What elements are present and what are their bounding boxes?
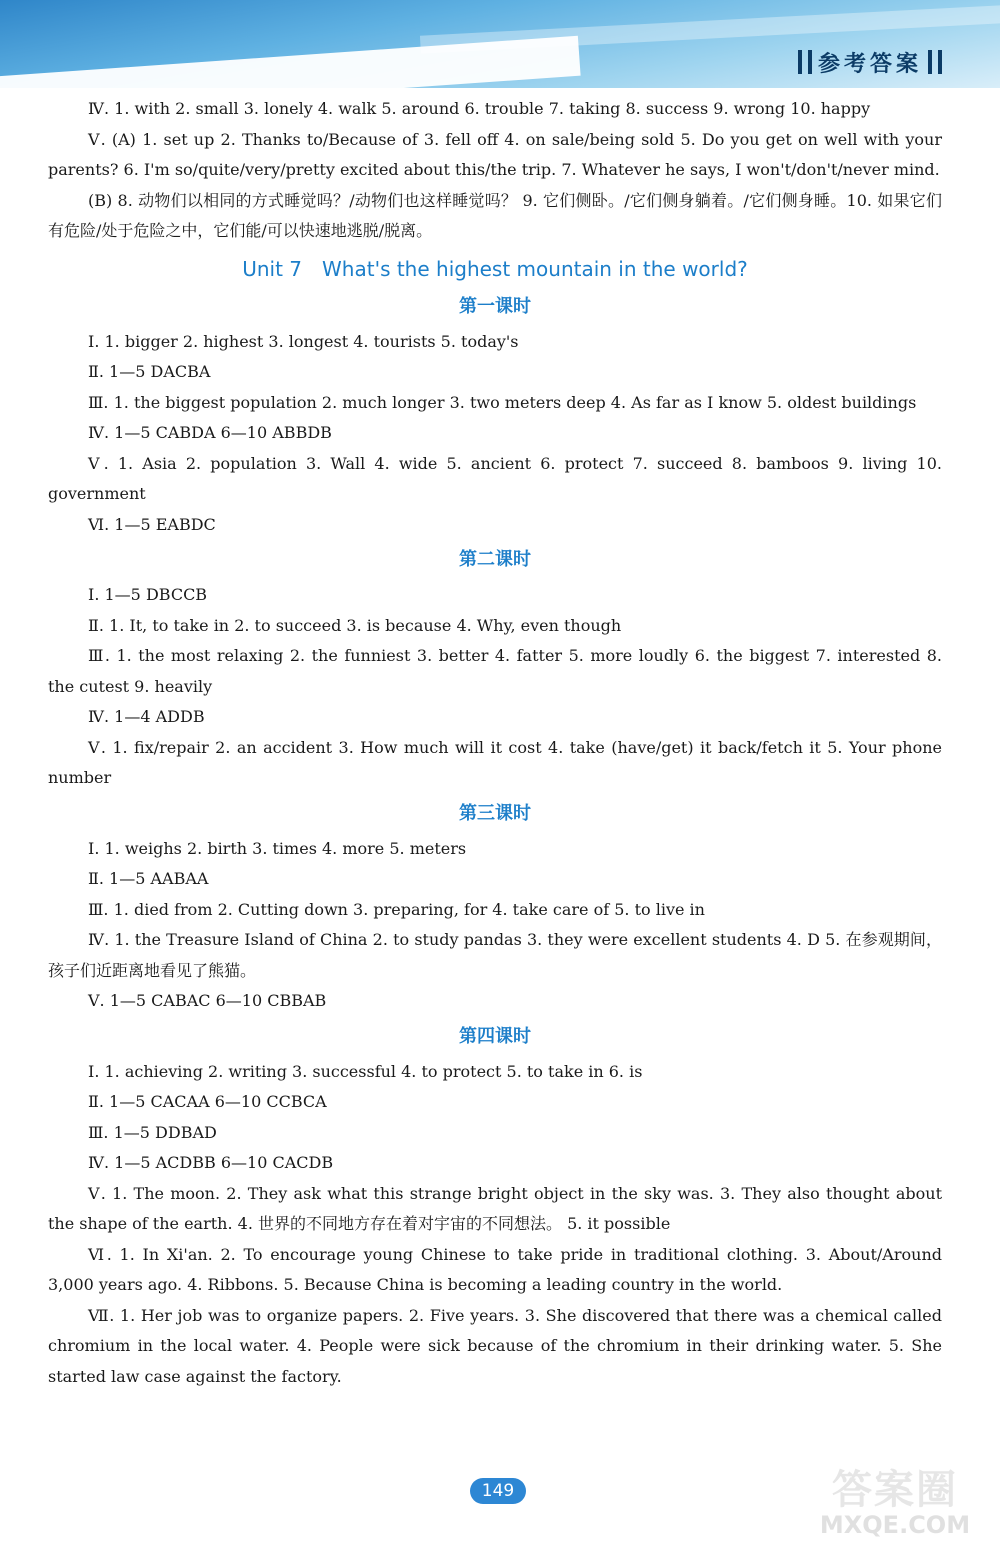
answer-paragraph: Ⅲ. 1. died from 2. Cutting down 3. preparing, for 4. take care of 5. to live in [88, 899, 705, 919]
answer-paragraph: Ⅴ. (A) 1. set up 2. Thanks to/Because of 3. fell off 4. on sale/being sold 5. Do you get on well with your parents? 6. I'm so/quite/very/pretty excited about this/the trip. 7. Whatever he says, I won't/don't/never mind. [48, 129, 942, 179]
answer-paragraph: Ⅵ. 1. In Xi'an. 2. To encourage young Chinese to take pride in traditional clothing. 3. About/Around 3,000 years ago. 4. Ribbons. 5. Because China is becoming a leading country in the world. [48, 1244, 942, 1294]
answer-paragraph: Ⅲ. 1—5 DDBAD [88, 1122, 217, 1142]
page-number: 149 [470, 1478, 526, 1504]
answer-paragraph: Ⅳ. 1. the Treasure Island of China 2. to study pandas 3. they were excellent students 4. D 5. 在参观期间，孩子们近距离地看见了熊猫。 [48, 930, 942, 980]
lesson-heading: 第四课时 [459, 1025, 531, 1047]
section-label [798, 46, 942, 78]
answer-paragraph: Ⅴ. 1—5 CABAC 6—10 CBBAB [88, 991, 327, 1010]
unit-title [48, 251, 942, 287]
answer-paragraph: Ⅱ. 1—5 CACAA 6—10 CCBCA [88, 1092, 327, 1111]
answer-paragraph: Ⅲ. 1. the most relaxing 2. the funniest 3. better 4. fatter 5. more loudly 6. the biggest 7. interested 8. the cutest 9. heavily [48, 646, 942, 696]
answer-content [48, 94, 942, 1392]
section-label-text: 参考答案 [817, 51, 922, 77]
bar-icon [938, 50, 942, 74]
unit-name: What's the highest mountain in the world? [322, 256, 748, 281]
answer-paragraph: Ⅱ. 1—5 DACBA [88, 362, 211, 381]
unit-number: Unit 7 [242, 256, 303, 281]
answer-paragraph: Ⅳ. 1—5 ACDBB 6—10 CACDB [88, 1153, 334, 1172]
answer-paragraph: Ⅶ. 1. Her job was to organize papers. 2. Five years. 3. She discovered that there was a chemical called chromium in the local water. 4. People were sick because of the chromium in their drinking water. 5. She started law case against the factory. [48, 1305, 942, 1386]
answer-paragraph: Ⅳ. 1—4 ADDB [88, 707, 205, 726]
answer-paragraph: Ⅰ. 1. achieving 2. writing 3. successful 4. to protect 5. to take in 6. is [88, 1061, 643, 1081]
lesson-heading: 第一课时 [459, 295, 531, 317]
answer-paragraph: Ⅰ. 1. weighs 2. birth 3. times 4. more 5. meters [88, 838, 467, 858]
watermark-text: 答案圈 [832, 1467, 958, 1513]
answer-paragraph: Ⅰ. 1—5 DBCCB [88, 585, 208, 604]
lesson-heading: 第二课时 [459, 549, 531, 570]
answer-paragraph: Ⅴ. 1. fix/repair 2. an accident 3. How much will it cost 4. take (have/get) it back/fetch it 5. Your phone number [48, 737, 942, 787]
bar-icon [798, 50, 802, 74]
answer-paragraph: Ⅰ. 1. bigger 2. highest 3. longest 4. tourists 5. today's [88, 331, 519, 351]
lesson-heading: 第三课时 [459, 802, 531, 824]
answer-paragraph: (B) 8. 动物们以相同的方式睡觉吗？/动物们也这样睡觉吗？ 9. 它们侧卧。/它们侧身躺着。/它们侧身睡。10. 如果它们有危险/处于危险之中，它们能/可以快速地逃脱/脱离。 [48, 190, 942, 240]
watermark-url: MXQE.COM [819, 1511, 971, 1539]
answer-paragraph: Ⅵ. 1—5 EABDC [88, 514, 216, 534]
bar-icon [928, 50, 932, 74]
answer-paragraph: Ⅱ. 1. It, to take in 2. to succeed 3. is because 4. Why, even though [88, 615, 622, 635]
answer-paragraph: Ⅳ. 1—5 CABDA 6—10 ABBDB [88, 423, 332, 442]
answer-paragraph: Ⅱ. 1—5 AABAA [88, 869, 209, 888]
header-decoration [0, 36, 581, 88]
answer-paragraph: Ⅴ. 1. The moon. 2. They ask what this strange bright object in the sky was. 3. They also thought about the shape of the earth. 4. 世界的不同地方存在着对宇宙的不同想法。 5. it possible [48, 1183, 942, 1233]
watermark-logo [800, 1468, 990, 1540]
answer-paragraph: Ⅴ. 1. Asia 2. population 3. Wall 4. wide 5. ancient 6. protect 7. succeed 8. bamboos 9. living 10. government [48, 453, 942, 503]
answer-paragraph: Ⅲ. 1. the biggest population 2. much longer 3. two meters deep 4. As far as I know 5. oldest buildings [88, 392, 917, 412]
answer-paragraph: Ⅳ. 1. with 2. small 3. lonely 4. walk 5. around 6. trouble 7. taking 8. success 9. wrong 10. happy [88, 99, 871, 118]
bar-icon [808, 50, 812, 74]
